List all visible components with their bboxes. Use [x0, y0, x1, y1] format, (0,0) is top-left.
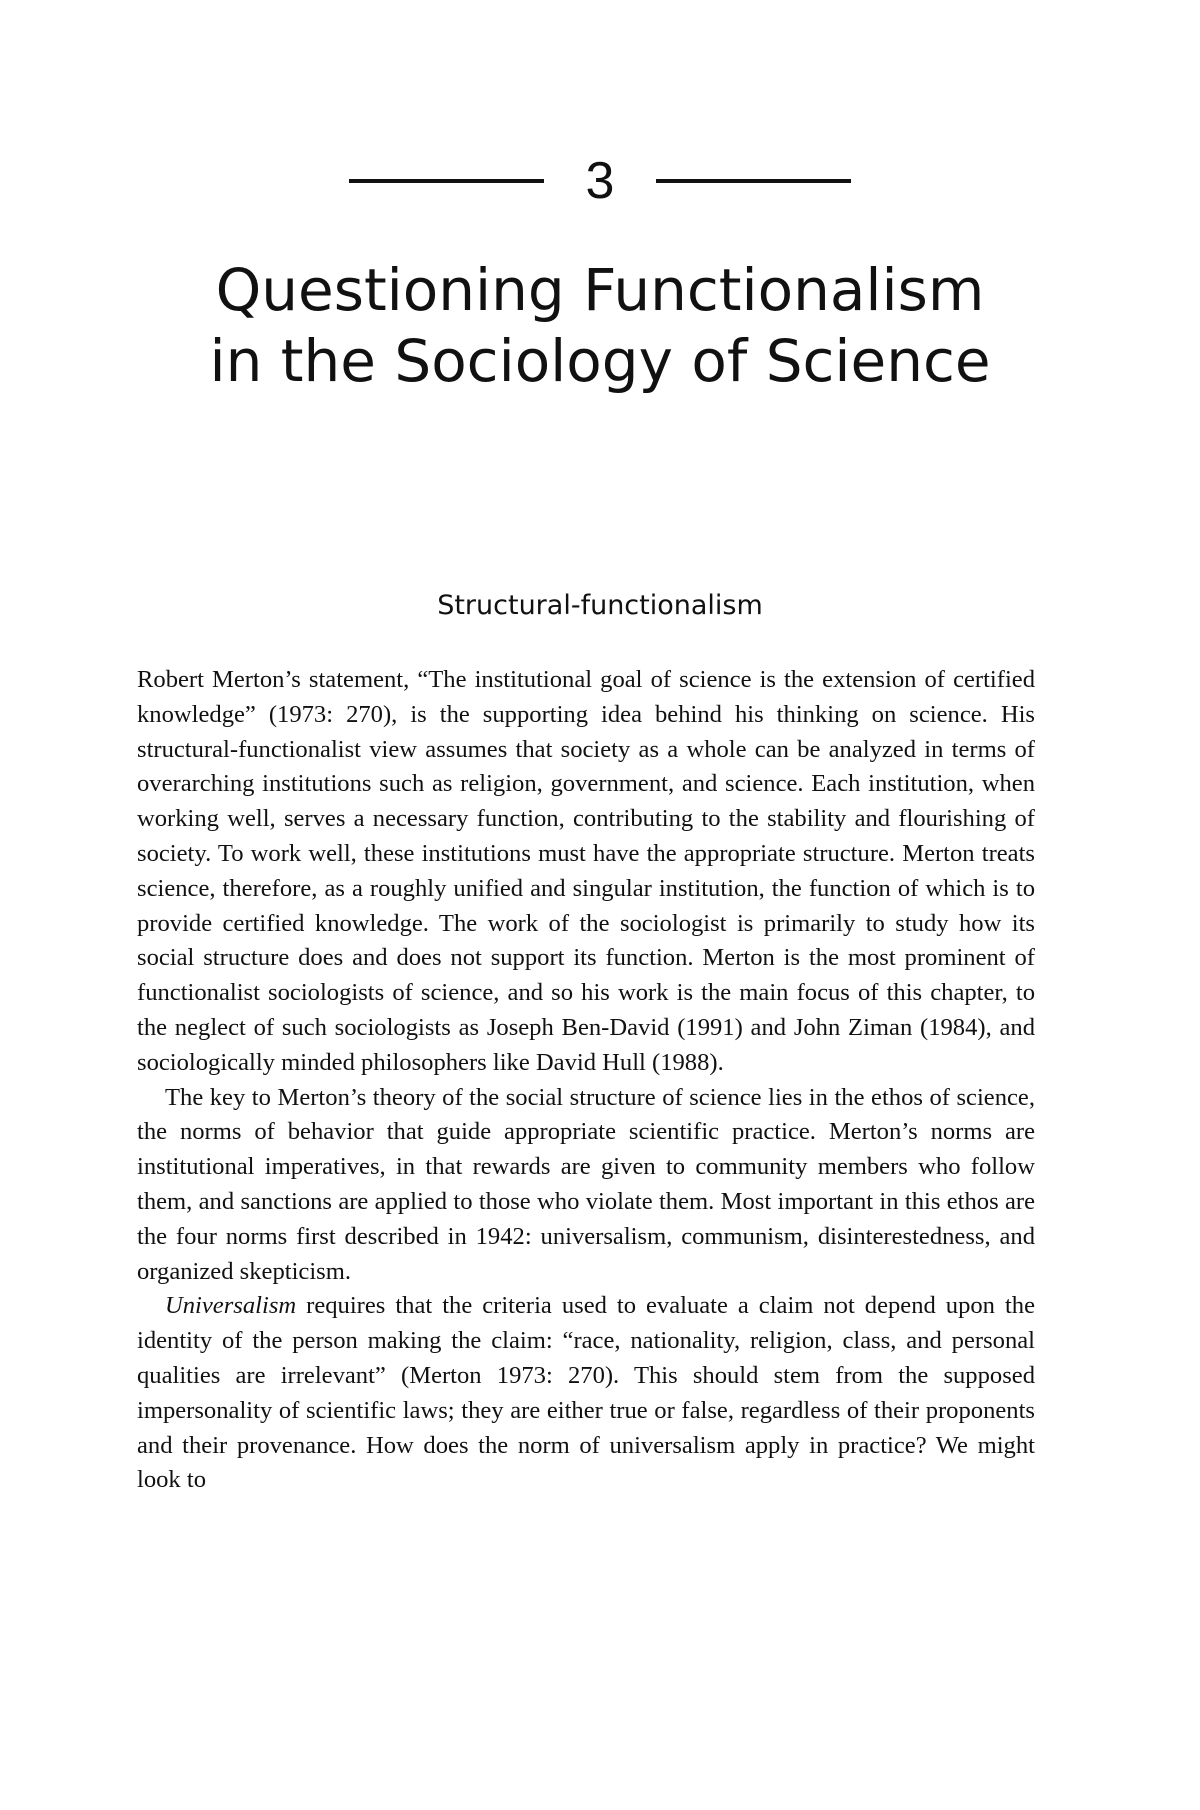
paragraph-3: [137, 1289, 1035, 1498]
chapter-title: [0, 255, 1200, 397]
left-rule: [349, 179, 544, 183]
paragraph-3-text: requires that the criteria used to evaluate a claim not depend upon the identity of the person making the claim: “race, nationality, religion, class, and personal qualities are irrelevant” (Merton 1973: 270). This should stem from the supposed impersonality of scientific laws; they are either true or false, regardless of their proponents and their provenance. How does the norm of universalism apply in practice? We might look to: [137, 1292, 1035, 1494]
paragraph-1: Robert Merton’s statement, “The institutional goal of science is the extension of certified knowledge” (1973: 270), is the supporting idea behind his thinking on science. His structural-functionalist view assumes that society as a whole can be analyzed in terms of overarching institutions such as religion, government, and science. Each institution, when working well, serves a necessary function, contributing to the stability and flourishing of society. To work well, these institutions must have the appropriate structure. Merton treats science, therefore, as a roughly unified and singular institution, the function of which is to provide certified knowledge. The work of the sociologist is primarily to study how its social structure does and does not support its function. Merton is the most prominent of functionalist sociologists of science, and so his work is the main focus of this chapter, to the neglect of such sociologists as Joseph Ben-David (1991) and John Ziman (1984), and sociologically minded philosophers like David Hull (1988).: [137, 666, 1035, 1076]
section-heading: Structural-functionalism: [437, 590, 763, 621]
paragraph-2: The key to Merton’s theory of the social structure of science lies in the ethos of science, the norms of behavior that guide appropriate scientific practice. Merton’s norms are institutional imperatives, in that rewards are given to community members who follow them, and sanctions are applied to those who violate them. Most important in this ethos are the four norms first described in 1942: universalism, communism, disinterestedness, and organized skepticism.: [137, 1083, 1035, 1285]
chapter-number: 3: [585, 152, 615, 210]
chapter-title-line-2: in the Sociology of Science: [209, 327, 991, 395]
body-text: [137, 663, 1035, 1498]
chapter-header: [0, 152, 1200, 210]
chapter-title-line-1: Questioning Functionalism: [215, 256, 985, 324]
right-rule: [656, 179, 851, 183]
paragraph-3-italic-term: Universalism: [165, 1292, 297, 1320]
